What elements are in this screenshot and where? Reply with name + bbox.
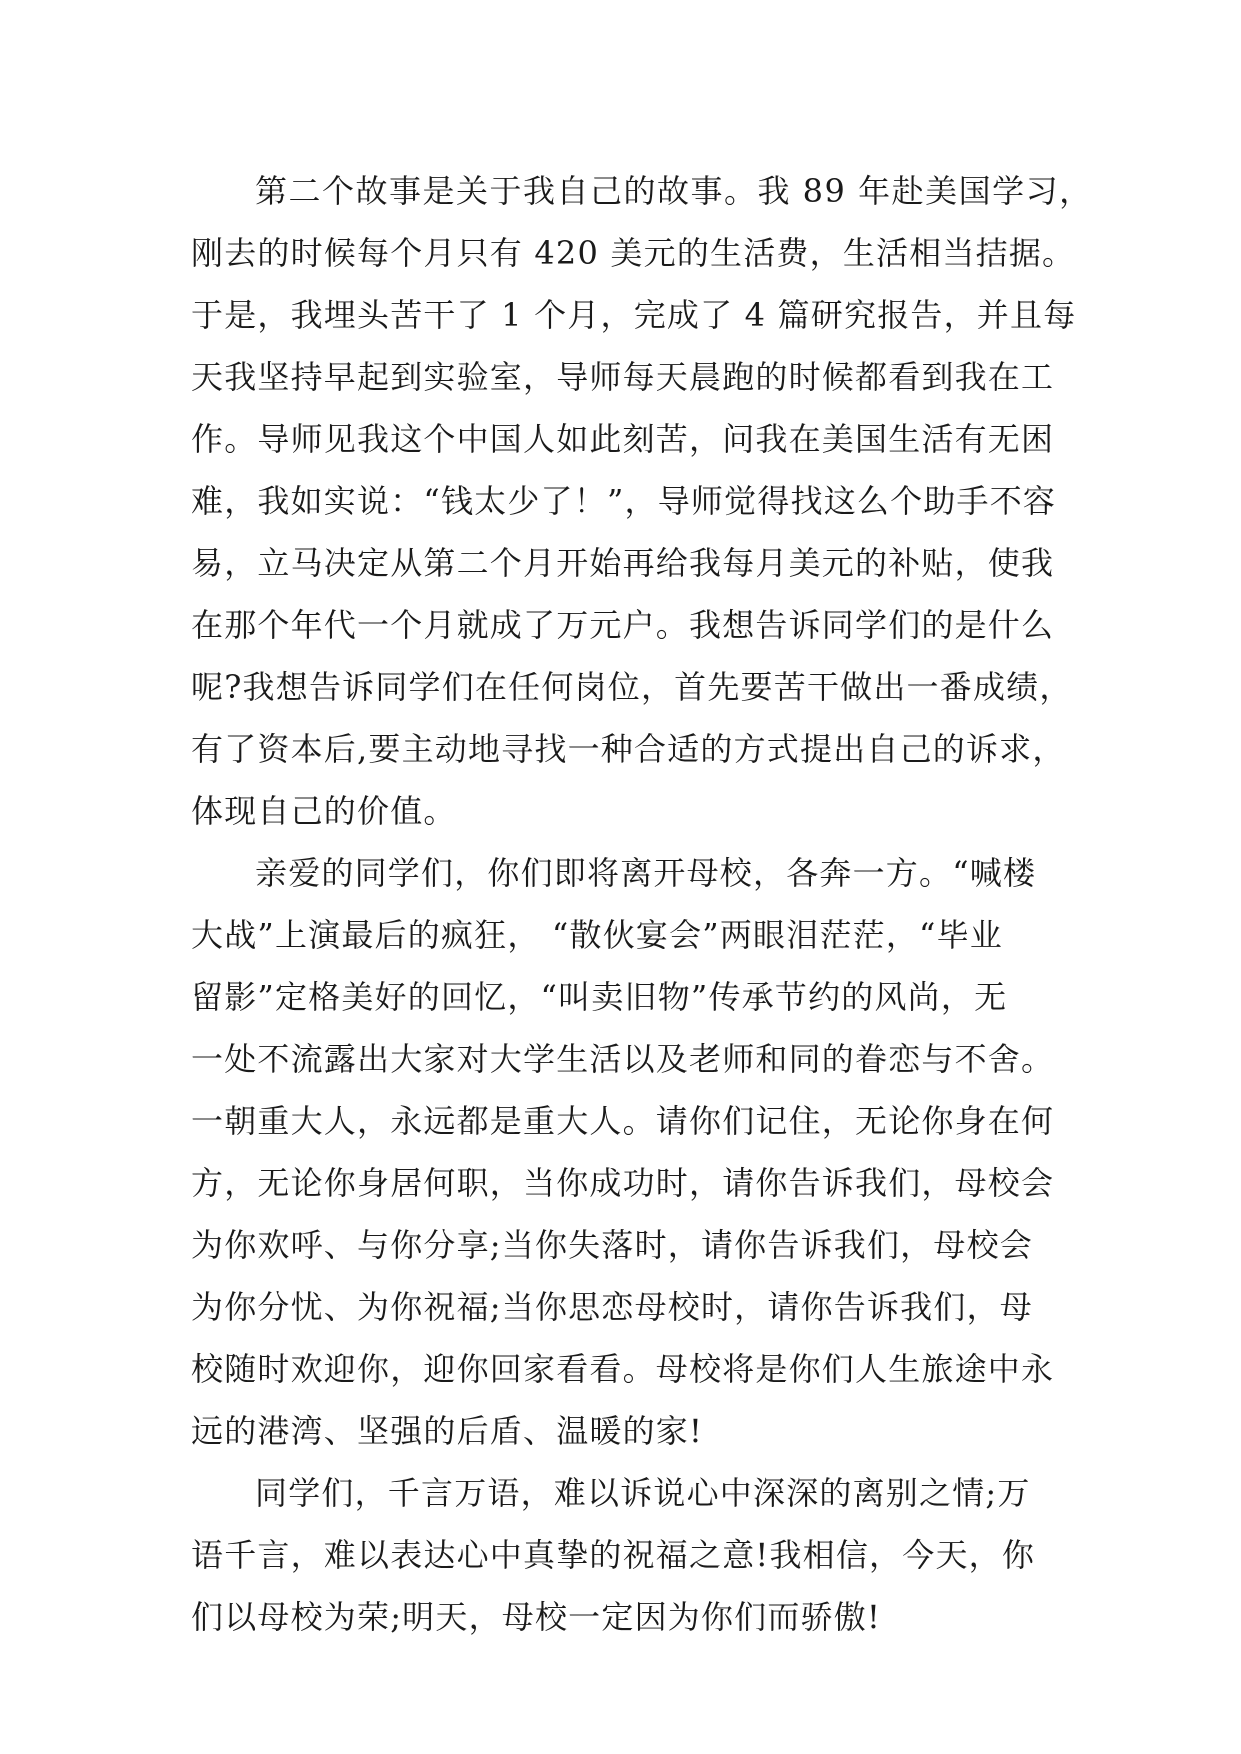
text-line: 校随时欢迎你，迎你回家看看。母校将是你们人生旅途中永 (191, 1350, 1055, 1388)
document-page (191, 160, 1093, 1680)
text-line: 天我坚持早起到实验室，导师每天晨跑的时候都看到我在工 (191, 358, 1055, 396)
text-line: 方，无论你身居何职，当你成功时，请你告诉我们，母校会 (191, 1164, 1055, 1202)
text-line: 作。导师见我这个中国人如此刻苦，问我在美国生活有无困 (191, 420, 1055, 458)
paragraph-closing (191, 1462, 1071, 1648)
text-line: 大战”上演最后的疯狂， “散伙宴会”两眼泪茫茫，“毕业 (191, 916, 1004, 954)
text-line: 留影”定格美好的回忆，“叫卖旧物”传承节约的风尚，无 (191, 978, 1008, 1016)
text-line: 为你分忧、为你祝福;当你思恋母校时，请你告诉我们，母 (191, 1288, 1033, 1326)
text-line: 远的港湾、坚强的后盾、温暖的家! (191, 1412, 704, 1450)
text-line: 难，我如实说：“钱太少了！”，导师觉得找这么个助手不容 (191, 482, 1057, 520)
text-line: 一处不流露出大家对大学生活以及老师和同的眷恋与不舍。 (191, 1040, 1055, 1078)
text-line: 语千言，难以表达心中真挚的祝福之意!我相信，今天，你 (191, 1536, 1036, 1574)
text-line: 同学们，千言万语，难以诉说心中深深的离别之情;万 (255, 1474, 1031, 1512)
text-line: 易，立马决定从第二个月开始再给我每月美元的补贴，使我 (191, 544, 1055, 582)
paragraph-farewell (191, 842, 1071, 1462)
text-line: 呢?我想告诉同学们在任何岗位，首先要苦干做出一番成绩， (191, 668, 1073, 706)
text-line: 为你欢呼、与你分享;当你失落时，请你告诉我们，母校会 (191, 1226, 1033, 1264)
text-line: 有了资本后,要主动地寻找一种合适的方式提出自己的诉求， (191, 730, 1066, 768)
text-line: 体现自己的价值。 (191, 792, 457, 830)
text-line: 第二个故事是关于我自己的故事。我 89 年赴美国学习， (255, 172, 1093, 210)
text-line: 在那个年代一个月就成了万元户。我想告诉同学们的是什么 (191, 606, 1055, 644)
text-line: 们以母校为荣;明天，母校一定因为你们而骄傲! (191, 1598, 882, 1636)
text-line: 刚去的时候每个月只有 420 美元的生活费，生活相当拮据。 (191, 234, 1076, 272)
text-line: 亲爱的同学们，你们即将离开母校，各奔一方。“喊楼 (255, 854, 1037, 892)
paragraph-story (191, 160, 1093, 842)
text-line: 于是，我埋头苦干了 1 个月，完成了 4 篇研究报告，并且每 (191, 296, 1077, 334)
text-line: 一朝重大人，永远都是重大人。请你们记住，无论你身在何 (191, 1102, 1055, 1140)
